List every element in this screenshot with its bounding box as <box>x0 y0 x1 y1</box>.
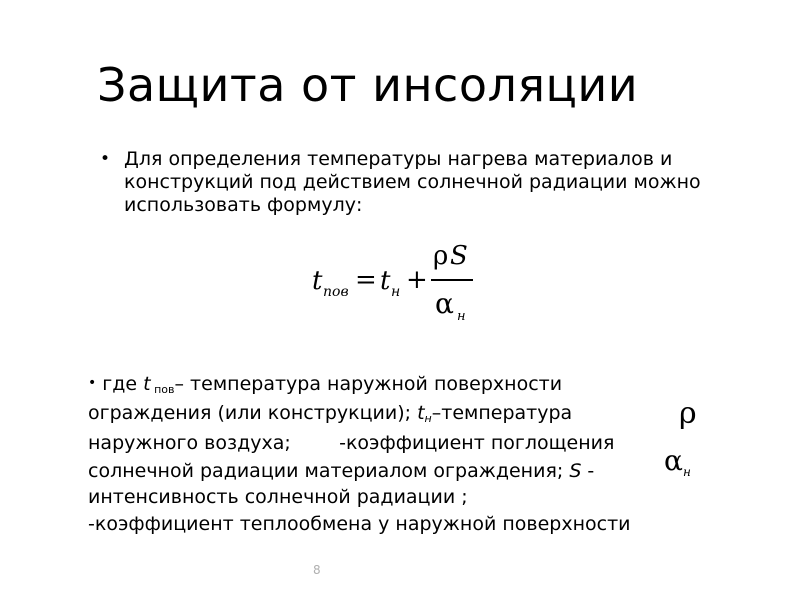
legend-text: где <box>96 373 144 395</box>
formula-rho: ρ <box>433 241 449 271</box>
legend-line-1 <box>88 370 562 403</box>
legend-sub-n: н <box>424 412 432 425</box>
formula-alpha-sub: н <box>457 309 466 324</box>
page-number: 8 <box>313 563 321 577</box>
legend-line-3: наружного воздуха; -коэффициент поглощения <box>88 432 615 454</box>
bullet-intro-text: Для определения температуры нагрева материалов и конструкций под действием солнечной радиации можно использовать формулу: <box>124 148 701 216</box>
legend-text: – температура наружной поверхности <box>174 373 563 395</box>
formula-equals: = <box>355 265 377 295</box>
legend-sub-pov: пов <box>150 383 175 396</box>
floating-alpha-symbol: α <box>664 444 683 477</box>
legend-line-5: интенсивность солнечной радиации ; <box>88 486 468 508</box>
formula-t-air: t <box>380 266 391 296</box>
floating-alpha-sub: н <box>683 465 691 479</box>
legend-marker: • <box>88 375 97 391</box>
formula-sub-n: н <box>391 284 401 300</box>
floating-rho-symbol: ρ <box>679 396 697 431</box>
legend-text: ограждения (или конструкции); <box>88 402 418 424</box>
legend-text: - <box>581 460 595 482</box>
formula-fraction-bar <box>431 279 473 281</box>
legend-line-4 <box>88 458 594 485</box>
formula-plus: + <box>406 265 428 295</box>
formula <box>300 236 500 336</box>
legend-var-t: t <box>417 402 425 424</box>
bullet-marker: • <box>100 149 111 169</box>
legend-text: солнечной радиации материалом ограждения; <box>88 460 570 482</box>
legend-text: –температура <box>431 402 573 424</box>
formula-sub-pov: пов <box>323 284 349 300</box>
legend-var-S: S <box>569 460 582 482</box>
legend-line-2 <box>88 400 572 432</box>
legend-line-6: -коэффициент теплообмена у наружной поверхности <box>88 513 631 535</box>
legend-var-t: t <box>143 373 151 395</box>
formula-alpha: α <box>435 287 454 320</box>
formula-S: S <box>450 241 468 271</box>
slide-title: Защита от инсоляции <box>97 58 639 112</box>
formula-t-surface: t <box>312 266 323 296</box>
